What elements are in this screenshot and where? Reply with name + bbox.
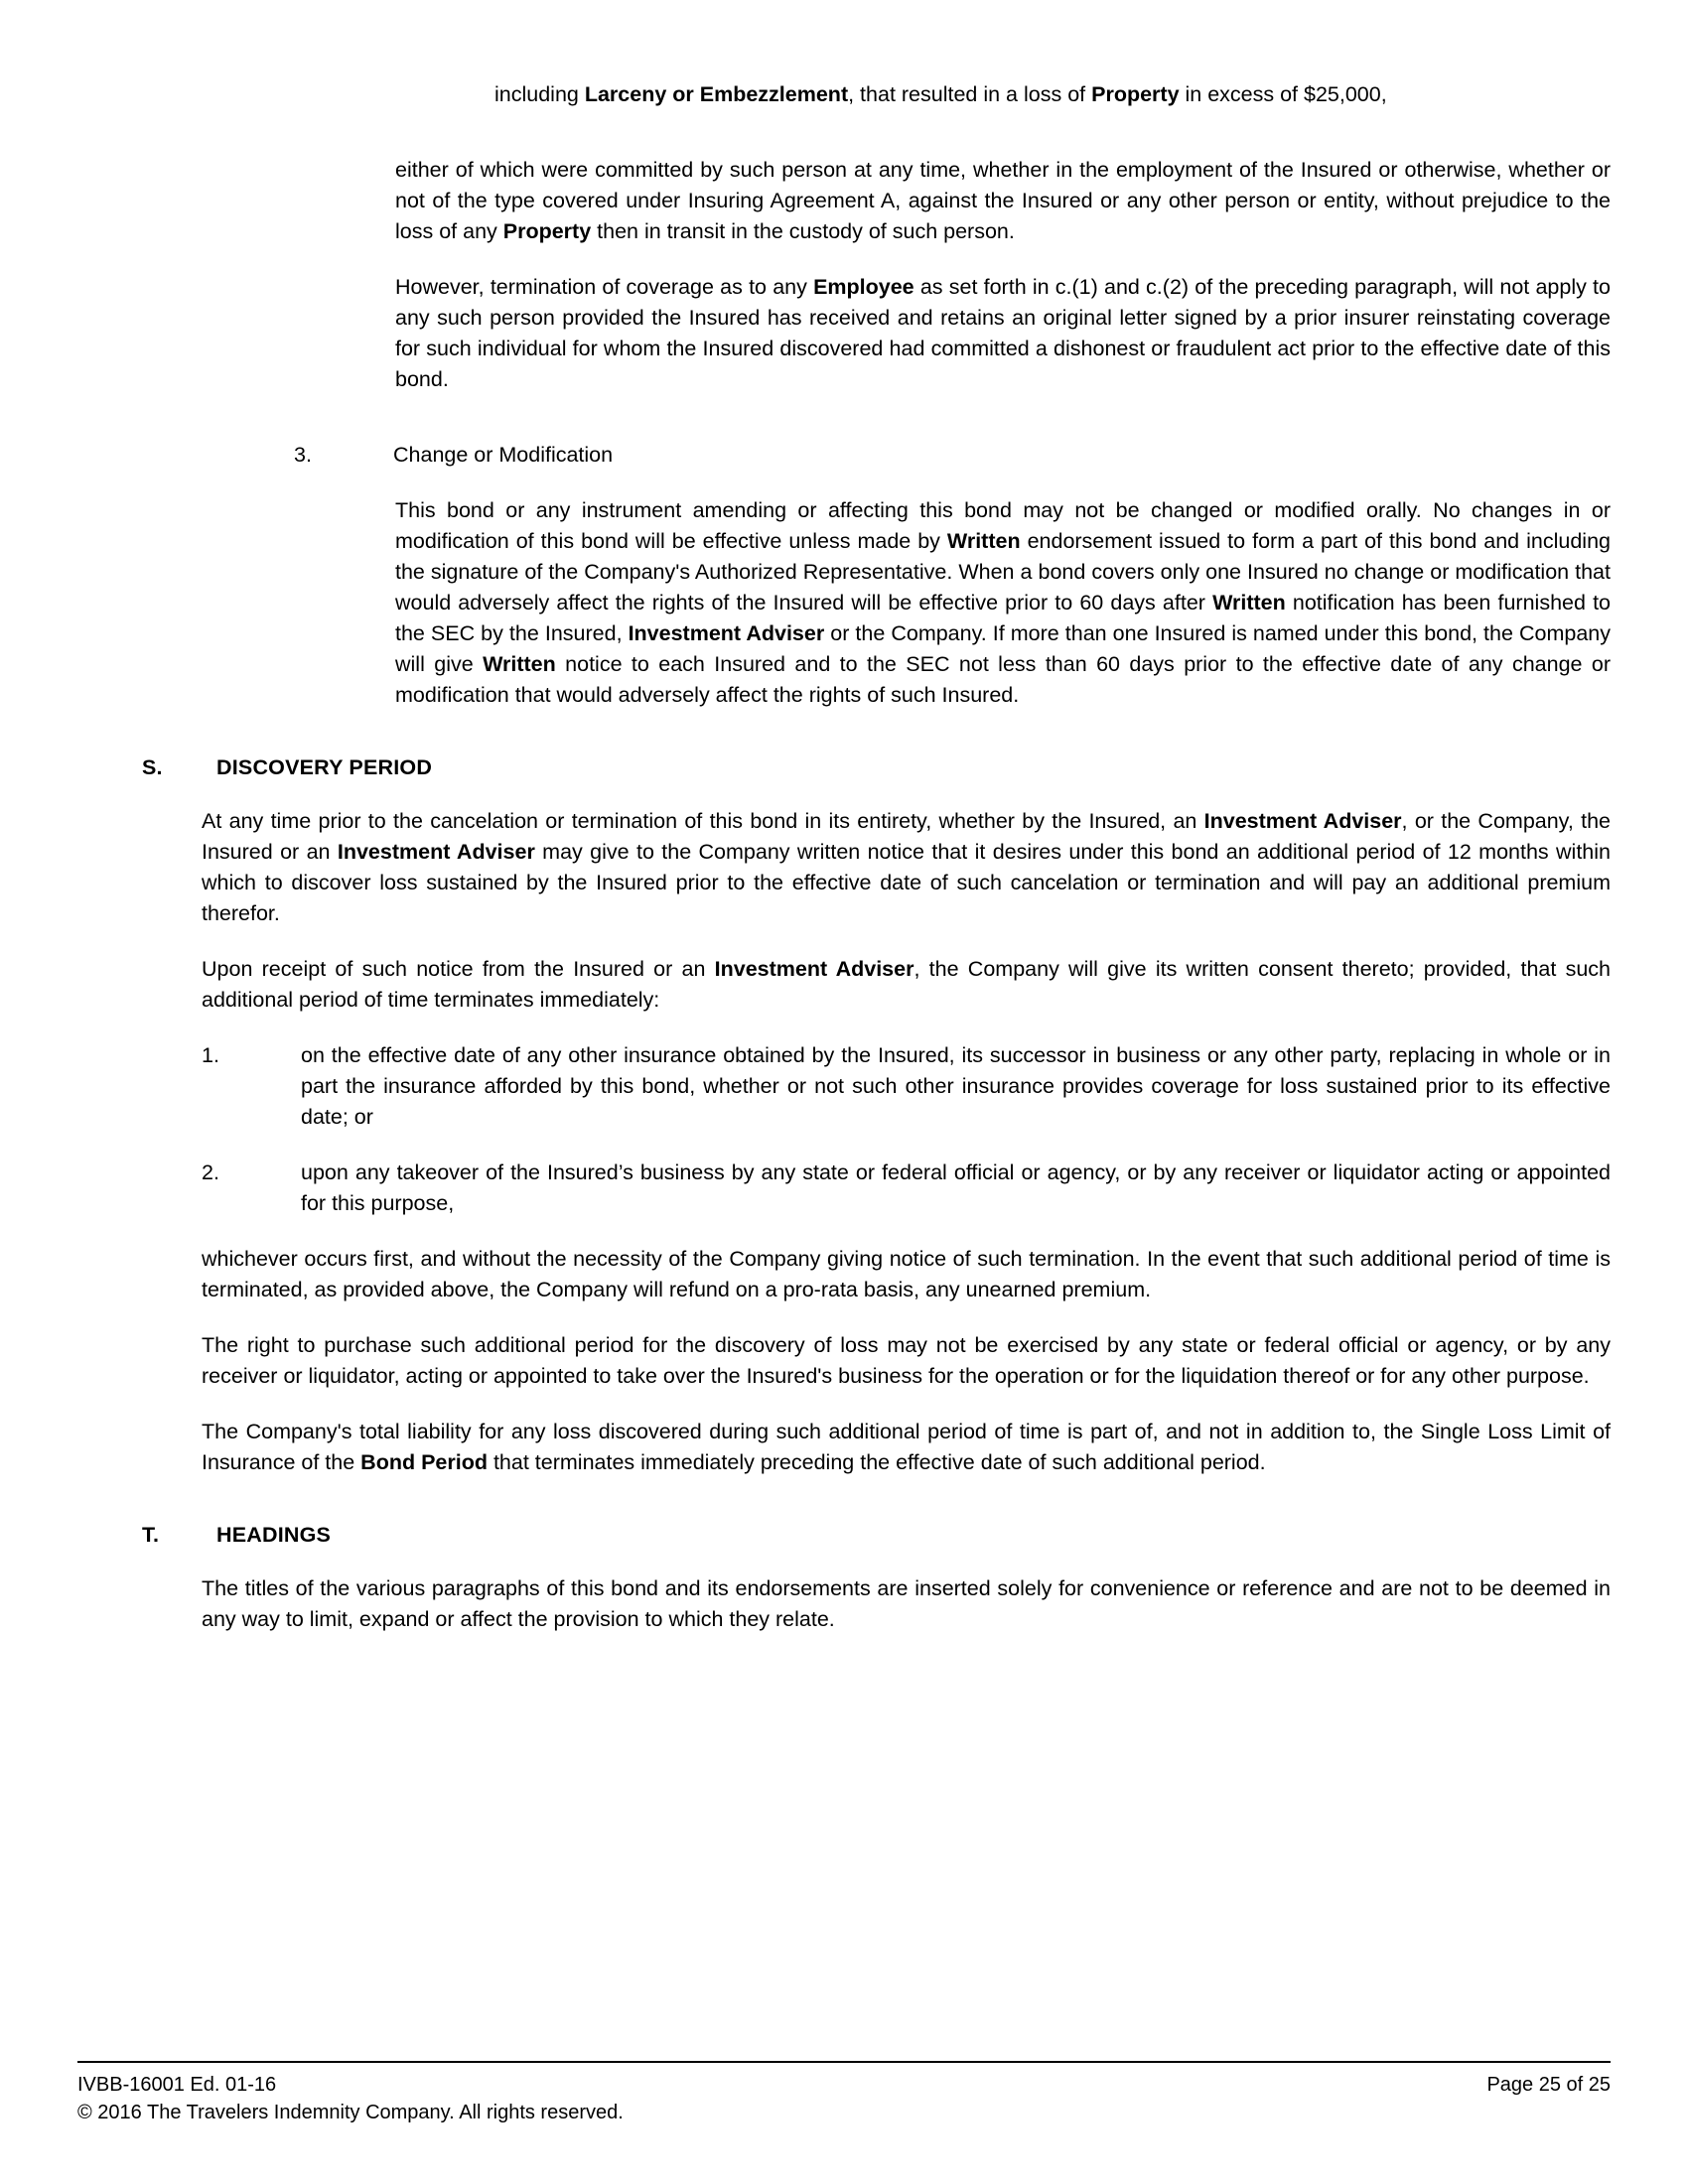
list-item-3: [294, 440, 1611, 471]
text-run: , the Company will give its written consent thereto; provided, that such additional period of time terminates immediately:: [202, 957, 1611, 1012]
text-run-bold: Written: [483, 652, 556, 676]
paragraph-text: [202, 1417, 1611, 1478]
text-run: as set forth in c.(1) and c.(2) of the preceding paragraph, will not apply to any such person provided the Insured has received and retains an original letter signed by a prior insurer reinstating coverage for such individual for whom the Insured discovered had committed a dishonest or fraudulent act prior to the effective date of this bond.: [395, 275, 1611, 391]
text-run: notification has been furnished to the SEC by the Insured,: [395, 591, 1611, 645]
text-run-bold: Investment Adviser: [1203, 809, 1402, 833]
paragraph-either-of-which: [395, 155, 1611, 247]
paragraph-change-or-modification: [395, 495, 1611, 711]
text-run: At any time prior to the cancelation or termination of this bond in its entirety, whether by the Insured, an: [202, 809, 1204, 833]
text-run: then in transit in the custody of such person.: [591, 219, 1015, 243]
footer-top-row: [77, 2071, 1611, 2099]
list-item: [202, 1040, 1611, 1133]
text-run-bold: Employee: [813, 275, 914, 299]
list-number: 3.: [294, 443, 312, 467]
text-run: endorsement issued to form a part of this bond and including the signature of the Company's Authorized Representative. When a bond covers only one Insured no change or modification that would adversely affect the rights of the Insured will be effective prior to 60 days after: [395, 529, 1611, 614]
text-run: The Company's total liability for any loss discovered during such additional period of time is part of, and not in addition to, the Single Loss Limit of Insurance of the: [202, 1420, 1611, 1474]
spacer: [77, 1503, 1611, 1523]
section-letter: T.: [142, 1523, 160, 1547]
text-run-bold: Investment Adviser: [714, 957, 914, 981]
paragraph-text: [202, 806, 1611, 929]
paragraph-upon-receipt: [202, 954, 1611, 1016]
list-number: 1.: [202, 1043, 219, 1067]
text-run: , that resulted in a loss of: [848, 82, 1092, 106]
text-run: However, termination of coverage as to any: [395, 275, 814, 299]
text-run-bold: Written: [1212, 591, 1286, 614]
paragraph-text: [395, 272, 1611, 395]
text-run-bold: Investment Adviser: [337, 840, 535, 864]
text-run: or the Company. If more than one Insured is named under this bond, the Company will give: [395, 621, 1611, 676]
section-letter: S.: [142, 755, 163, 779]
text-run-bold: Written: [946, 529, 1021, 553]
text-run-bold: Larceny or Embezzlement: [584, 82, 849, 106]
section-heading-discovery-period: [77, 755, 1611, 780]
footer-form-number: IVBB-16001 Ed. 01-16: [77, 2074, 277, 2096]
footer-page-number: Page 25 of 25: [1486, 2074, 1611, 2096]
paragraph-text: The titles of the various paragraphs of this bond and its endorsements are inserted solely for convenience or reference and are not to be deemed in any way to limit, expand or affect the provision to which they relate.: [202, 1576, 1611, 1631]
paragraph-total-liability: [202, 1417, 1611, 1478]
list-number: 2.: [202, 1160, 219, 1184]
section-title: DISCOVERY PERIOD: [216, 755, 433, 779]
list-discovery-termination: [202, 1040, 1611, 1219]
list-item-title: Change or Modification: [393, 443, 614, 467]
text-run: , or the Company, the Insured or an: [202, 809, 1611, 864]
spacer: [77, 135, 1611, 155]
section-heading-headings: [77, 1523, 1611, 1548]
text-run: may give to the Company written notice that it desires under this bond an additional period of 12 months within which to discover loss sustained by the Insured prior to the effective date of such cancelation or termination and will pay an additional premium therefor.: [202, 840, 1611, 925]
text-run: notice to each Insured and to the SEC not less than 60 days prior to the effective date of any change or modification that would adversely affect the rights of such Insured.: [395, 652, 1611, 707]
text-run: in excess of $25,000,: [1179, 82, 1387, 106]
list-item-text: on the effective date of any other insurance obtained by the Insured, its successor in business or any other party, replacing in whole or in part the insurance afforded by this bond, whether or not such other insurance provides coverage for loss sustained prior to its effective date; or: [301, 1043, 1611, 1129]
text-run: including: [494, 82, 585, 106]
paragraph-right-to-purchase: [202, 1330, 1611, 1392]
text-run: Upon receipt of such notice from the Insured or an: [202, 957, 715, 981]
text-run-bold: Property: [1091, 82, 1180, 106]
list-item-text: upon any takeover of the Insured’s business by any state or federal official or agency, or by any receiver or liquidator acting or appointed for this purpose,: [301, 1160, 1611, 1215]
numbered-row: [294, 440, 1611, 471]
text-run: that terminates immediately preceding the effective date of such additional period.: [487, 1450, 1266, 1474]
paragraph-headings-body: [202, 1573, 1611, 1635]
paragraph-discovery-intro: [202, 806, 1611, 929]
spacer: [77, 736, 1611, 755]
paragraph-text: [494, 79, 1611, 110]
paragraph-text: The right to purchase such additional period for the discovery of loss may not be exercised by any state or federal official or agency, or by any receiver or liquidator, acting or appointed to take over the Insured's business for the operation or for the liquidation thereof or for any other purpose.: [202, 1333, 1611, 1388]
text-run: either of which were committed by such person at any time, whether in the employment of the Insured or otherwise, whether or not of the type covered under Insuring Agreement A, against the Insured or any other person or entity, without prejudice to the loss of any: [395, 158, 1611, 243]
paragraph-text: [395, 495, 1611, 711]
paragraph-text: [202, 954, 1611, 1016]
footer-copyright: © 2016 The Travelers Indemnity Company. All rights reserved.: [77, 2102, 624, 2123]
text-run-bold: Investment Adviser: [628, 621, 825, 645]
paragraph-text: [395, 155, 1611, 247]
footer-divider: [77, 2061, 1611, 2063]
text-run: This bond or any instrument amending or affecting this bond may not be changed or modified orally. No changes in or modification of this bond will be effective unless made by: [395, 498, 1611, 553]
text-run-bold: Property: [502, 219, 592, 243]
paragraph-embezzlement-continuation: [494, 79, 1611, 110]
spacer: [77, 420, 1611, 440]
list-item: [202, 1158, 1611, 1219]
paragraph-whichever-occurs-first: [202, 1244, 1611, 1305]
page-footer: [77, 2061, 1611, 2126]
section-title: HEADINGS: [216, 1523, 332, 1547]
paragraph-however-termination: [395, 272, 1611, 395]
paragraph-text: whichever occurs first, and without the necessity of the Company giving notice of such termination. In the event that such additional period of time is terminated, as provided above, the Company will refund on a pro-rata basis, any unearned premium.: [202, 1247, 1611, 1301]
text-run-bold: Bond Period: [360, 1450, 488, 1474]
